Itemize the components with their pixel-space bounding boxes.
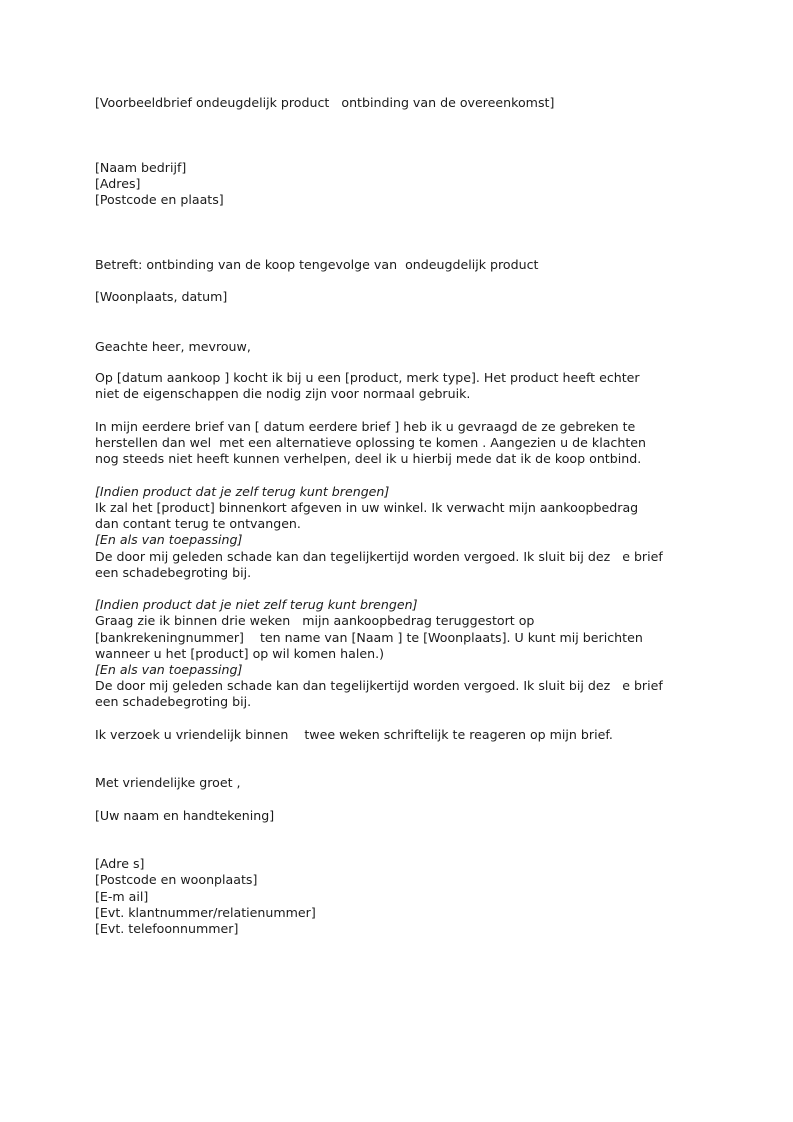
paragraph-line: een schadebegroting bij.: [95, 565, 252, 580]
paragraph-line: niet de eigenschappen die nodig zijn voor normaal gebruik.: [95, 386, 471, 401]
paragraph-line: dan contant terug te ontvangen.: [95, 516, 301, 531]
paragraph-line: Op [datum aankoop ] kocht ik bij u een [product, merk type]. Het product heeft echter: [95, 370, 640, 385]
letter-title: [Voorbeeldbrief ondeugdelijk product ontbinding van de overeenkomst]: [95, 95, 555, 110]
paragraph-line: herstellen dan wel met een alternatieve oplossing te komen . Aangezien u de klachten: [95, 435, 646, 450]
paragraph-line: Graag zie ik binnen drie weken mijn aankoopbedrag teruggestort op: [95, 613, 535, 628]
place-date: [Woonplaats, datum]: [95, 289, 228, 304]
option-subheading: [En als van toepassing]: [95, 532, 243, 547]
paragraph-line: De door mij geleden schade kan dan tegelijkertijd worden vergoed. Ik sluit bij dez e brief: [95, 549, 663, 564]
sender-line: [E-m ail]: [95, 889, 149, 904]
sender-line: [Evt. telefoonnummer]: [95, 921, 239, 936]
sender-line: [Postcode en woonplaats]: [95, 872, 258, 887]
paragraph-line: een schadebegroting bij.: [95, 694, 252, 709]
recipient-line: [Adres]: [95, 176, 141, 191]
paragraph-line: nog steeds niet heeft kunnen verhelpen, deel ik u hierbij mede dat ik de koop ontbind.: [95, 451, 642, 466]
option-subheading: [En als van toepassing]: [95, 662, 243, 677]
closing: Met vriendelijke groet ,: [95, 775, 241, 790]
signature-placeholder: [Uw naam en handtekening]: [95, 808, 275, 823]
sender-line: [Adre s]: [95, 856, 145, 871]
paragraph-line: Ik zal het [product] binnenkort afgeven in uw winkel. Ik verwacht mijn aankoopbedrag: [95, 500, 639, 515]
request-line: Ik verzoek u vriendelijk binnen twee weken schriftelijk te reageren op mijn brief.: [95, 727, 613, 742]
option-heading: [Indien product dat je zelf terug kunt brengen]: [95, 484, 390, 499]
paragraph-line: De door mij geleden schade kan dan tegelijkertijd worden vergoed. Ik sluit bij dez e brief: [95, 678, 663, 693]
recipient-line: [Naam bedrijf]: [95, 160, 187, 175]
option-heading: [Indien product dat je niet zelf terug kunt brengen]: [95, 597, 418, 612]
subject-line: Betreft: ontbinding van de koop tengevolge van ondeugdelijk product: [95, 257, 539, 272]
recipient-line: [Postcode en plaats]: [95, 192, 224, 207]
paragraph-line: [bankrekeningnummer] ten name van [Naam ] te [Woonplaats]. U kunt mij berichten: [95, 630, 643, 645]
sender-line: [Evt. klantnummer/relatienummer]: [95, 905, 316, 920]
paragraph-line: wanneer u het [product] op wil komen halen.): [95, 646, 384, 661]
paragraph-line: In mijn eerdere brief van [ datum eerdere brief ] heb ik u gevraagd de ze gebreken te: [95, 419, 636, 434]
salutation: Geachte heer, mevrouw,: [95, 339, 251, 354]
